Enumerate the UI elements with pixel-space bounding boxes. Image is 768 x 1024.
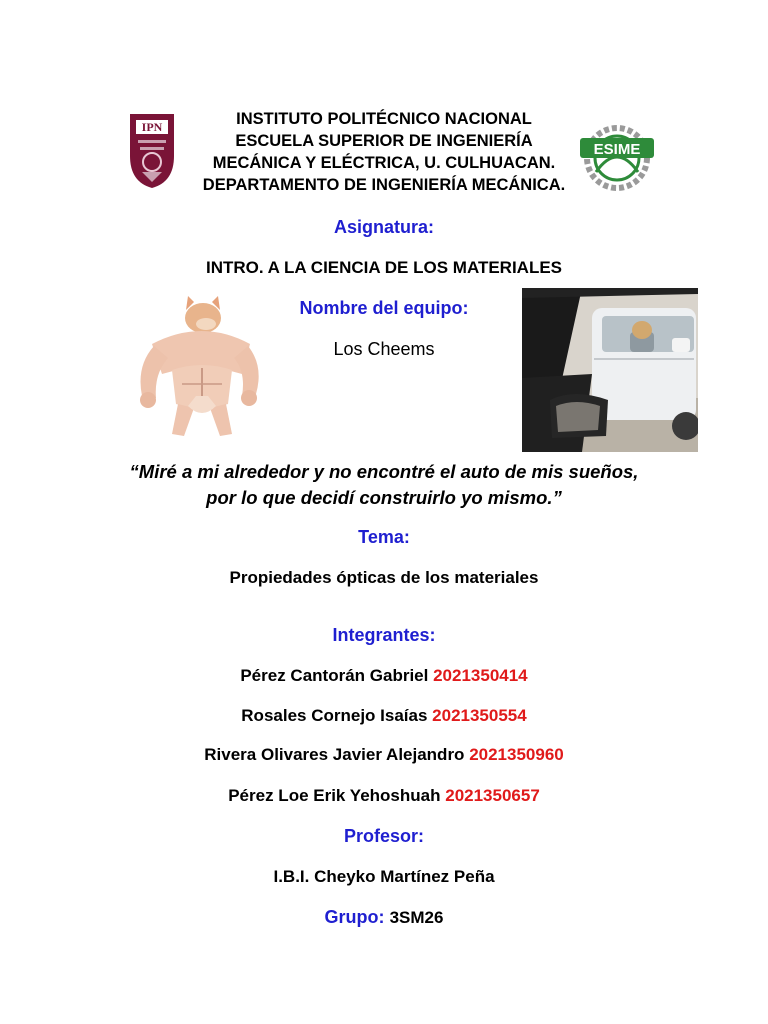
esime-logo-text: ESIME xyxy=(593,141,641,158)
department-name: DEPARTAMENTO DE INGENIERÍA MECÁNICA. xyxy=(202,176,566,194)
profesor-value: I.B.I. Cheyko Martínez Peña xyxy=(273,867,495,886)
equipo-label: Nombre del equipo: xyxy=(299,298,469,318)
member-name: Rosales Cornejo Isaías xyxy=(241,706,428,725)
equipo-value: Los Cheems xyxy=(333,339,435,359)
grupo-row xyxy=(0,907,768,928)
ipn-logo-text: IPN xyxy=(141,120,163,134)
member-name: Rivera Olivares Javier Alejandro xyxy=(204,745,465,764)
tema-value: Propiedades ópticas de los materiales xyxy=(229,568,539,587)
member-id: 2021350554 xyxy=(432,706,527,725)
member-id: 2021350960 xyxy=(469,745,564,764)
grupo-label: Grupo: xyxy=(324,907,385,927)
asignatura-value: INTRO. A LA CIENCIA DE LOS MATERIALES xyxy=(205,258,563,277)
member-row xyxy=(0,786,768,806)
school-name-line2: MECÁNICA Y ELÉCTRICA, U. CULHUACAN. xyxy=(212,154,556,172)
tema-label: Tema: xyxy=(358,527,410,547)
profesor-label: Profesor: xyxy=(343,826,424,846)
dog-driving-car-photo xyxy=(522,288,698,452)
quote-line1: “Miré a mi alrededor y no encontré el auto de mis sueños, xyxy=(129,461,639,482)
institution-name: INSTITUTO POLITÉCNICO NACIONAL xyxy=(236,110,532,128)
asignatura-label: Asignatura: xyxy=(333,217,434,237)
member-row xyxy=(0,745,768,765)
member-row xyxy=(0,666,768,686)
member-name: Pérez Cantorán Gabriel xyxy=(240,666,429,685)
member-id: 2021350414 xyxy=(433,666,528,685)
quote-line2: por lo que decidí construirlo yo mismo.” xyxy=(206,487,562,508)
grupo-value: 3SM26 xyxy=(389,908,444,927)
member-row xyxy=(0,706,768,726)
member-name: Pérez Loe Erik Yehoshuah xyxy=(228,786,441,805)
school-name-line1: ESCUELA SUPERIOR DE INGENIERÍA xyxy=(235,132,533,150)
member-id: 2021350657 xyxy=(445,786,540,805)
integrantes-label: Integrantes: xyxy=(332,625,436,645)
